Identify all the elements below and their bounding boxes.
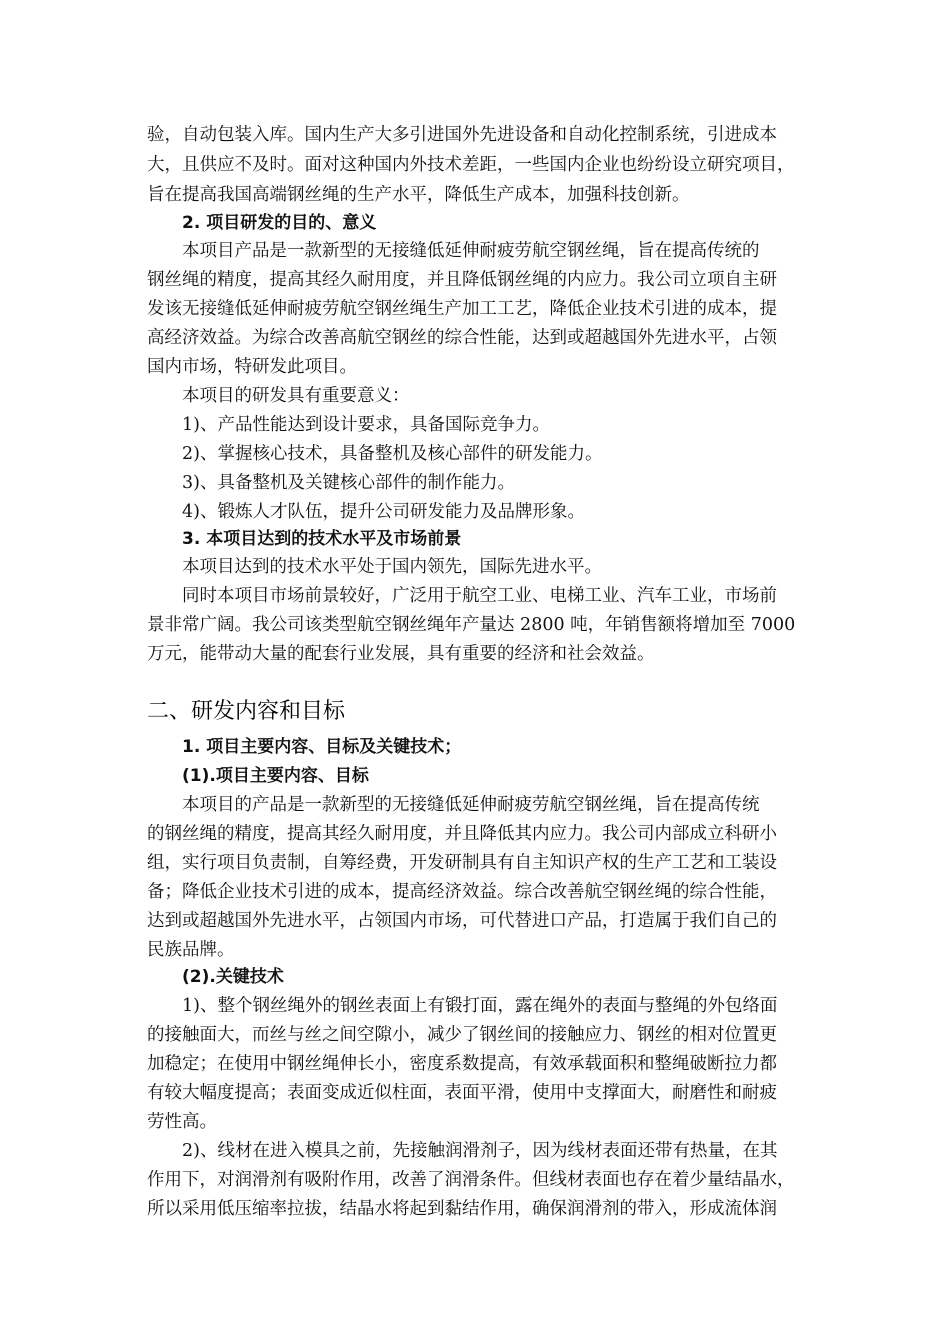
paragraph-line: 大，且供应不及时。面对这种国内外技术差距，一些国内企业也纷纷设立研究项目，	[147, 155, 795, 175]
paragraph-line: 的钢丝绳的精度，提高其经久耐用度，并且降低其内应力。我公司内部成立科研小	[147, 824, 777, 844]
paragraph-line: 有较大幅度提高；表面变成近似柱面，表面平滑，使用中支撑面大，耐磨性和耐疲	[147, 1083, 777, 1103]
paragraph-line: 本项目的产品是一款新型的无接缝低延伸耐疲劳航空钢丝绳，旨在提高传统	[182, 795, 760, 815]
paragraph-line: 所以采用低压缩率拉拔，结晶水将起到黏结作用，确保润滑剂的带入，形成流体润	[147, 1199, 777, 1219]
paragraph-line: 加稳定；在使用中钢丝绳伸长小，密度系数提高，有效承载面积和整绳破断拉力都	[147, 1054, 777, 1074]
subheading-main-content: 1. 项目主要内容、目标及关键技术；	[182, 737, 462, 757]
paragraph-line: 国内市场，特研发此项目。	[147, 357, 357, 377]
paragraph-line: 1)、整个钢丝绳外的钢丝表面上有锻打面，露在绳外的表面与整绳的外包络面	[182, 996, 778, 1016]
paragraph-line: 2)、线材在进入模具之前，先接触润滑剂子，因为线材表面还带有热量，在其	[182, 1141, 778, 1161]
significance-intro: 本项目的研发具有重要意义：	[182, 386, 410, 406]
list-item: 2)、掌握核心技术，具备整机及核心部件的研发能力。	[182, 444, 603, 464]
paragraph-line: 旨在提高我国高端钢丝绳的生产水平，降低生产成本，加强科技创新。	[147, 185, 690, 205]
list-item: 4)、锻炼人才队伍，提升公司研发能力及品牌形象。	[182, 502, 585, 522]
paragraph-line: 万元，能带动大量的配套行业发展，具有重要的经济和社会效益。	[147, 644, 655, 664]
paragraph-line: 劳性高。	[147, 1112, 217, 1132]
subheading-tech-level: 3. 本项目达到的技术水平及市场前景	[182, 529, 462, 549]
paragraph-line: 的接触面大，而丝与丝之间空隙小，减少了钢丝间的接触应力、钢丝的相对位置更	[147, 1025, 777, 1045]
paragraph-line: 本项目产品是一款新型的无接缝低延伸耐疲劳航空钢丝绳，旨在提高传统的	[182, 241, 760, 261]
section-title: 二、研发内容和目标	[147, 699, 346, 724]
paragraph-line: 备；降低企业技术引进的成本，提高经济效益。综合改善航空钢丝绳的综合性能，	[147, 882, 777, 902]
list-item: 3)、具备整机及关键核心部件的制作能力。	[182, 473, 515, 493]
paragraph-line: 组，实行项目负责制，自筹经费，开发研制具有自主知识产权的生产工艺和工装设	[147, 853, 777, 873]
paragraph-line: 达到或超越国外先进水平，占领国内市场，可代替进口产品，打造属于我们自己的	[147, 911, 777, 931]
subheading-purpose: 2. 项目研发的目的、意义	[182, 213, 377, 233]
paragraph-line: 本项目达到的技术水平处于国内领先，国际先进水平。	[182, 557, 602, 577]
subheading-key-tech: (2).关键技术	[182, 967, 284, 987]
paragraph-line: 同时本项目市场前景较好，广泛用于航空工业、电梯工业、汽车工业，市场前	[182, 586, 777, 606]
subheading-content-goals: (1).项目主要内容、目标	[182, 766, 369, 786]
paragraph-line: 验，自动包装入库。国内生产大多引进国外先进设备和自动化控制系统，引进成本	[147, 125, 777, 145]
paragraph-line: 景非常广阔。我公司该类型航空钢丝绳年产量达 2800 吨，年销售额将增加至 7000	[147, 615, 796, 635]
paragraph-line: 作用下，对润滑剂有吸附作用，改善了润滑条件。但线材表面也存在着少量结晶水，	[147, 1170, 795, 1190]
paragraph-line: 发该无接缝低延伸耐疲劳航空钢丝绳生产加工工艺，降低企业技术引进的成本，提	[147, 299, 777, 319]
paragraph-line: 民族品牌。	[147, 940, 235, 960]
list-item: 1)、产品性能达到设计要求，具备国际竞争力。	[182, 415, 550, 435]
paragraph-line: 钢丝绳的精度，提高其经久耐用度，并且降低钢丝绳的内应力。我公司立项自主研	[147, 270, 777, 290]
paragraph-line: 高经济效益。为综合改善高航空钢丝的综合性能，达到或超越国外先进水平，占领	[147, 328, 777, 348]
